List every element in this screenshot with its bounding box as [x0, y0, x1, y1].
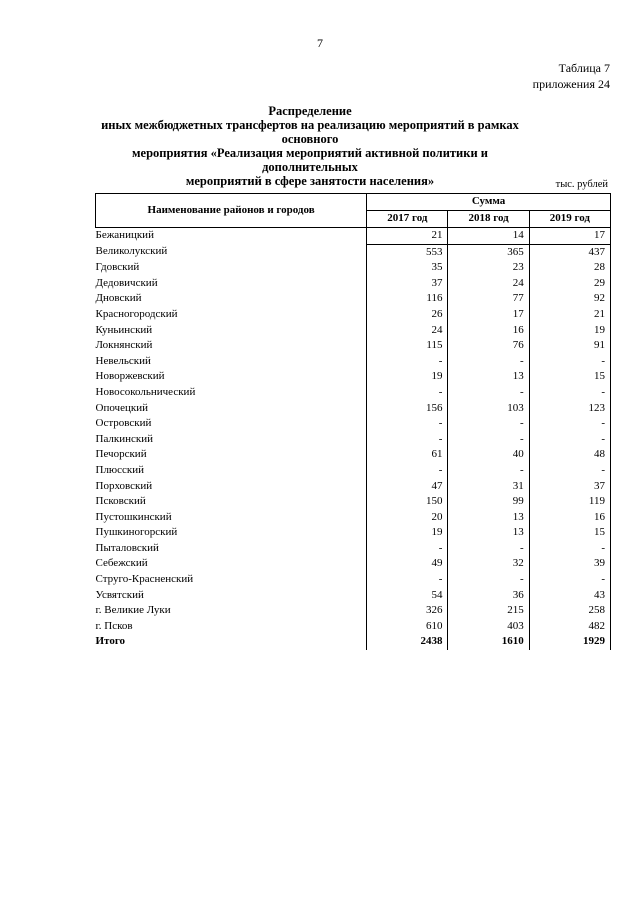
row-value-2019: 21 [529, 307, 610, 323]
row-value-2019: 43 [529, 588, 610, 604]
row-value-2019: 28 [529, 260, 610, 276]
row-name: г. Великие Луки [95, 604, 171, 617]
header-year-2017: 2017 год [367, 211, 448, 228]
row-value-2017: 21 [367, 228, 448, 245]
table-row [96, 354, 611, 370]
row-value-2017: 115 [367, 338, 448, 354]
row-value-2019: 16 [529, 510, 610, 526]
row-value-2019: 92 [529, 291, 610, 307]
units-label: тыс. рублей [555, 179, 608, 190]
table-row [96, 619, 611, 635]
row-value-2019: 258 [529, 603, 610, 619]
total-2019: 1929 [529, 634, 610, 650]
table-row [96, 369, 611, 385]
row-name: Печорский [95, 448, 147, 461]
total-2017: 2438 [367, 634, 448, 650]
row-value-2019: 15 [529, 369, 610, 385]
row-name: Новоржевский [95, 370, 165, 383]
row-value-2017: - [367, 541, 448, 557]
title-line-3: мероприятия «Реализация мероприятий активной политики и дополнительных [132, 146, 488, 174]
row-value-2019: - [529, 432, 610, 448]
row-name: Невельский [95, 354, 151, 367]
row-value-2017: 116 [367, 291, 448, 307]
table-reference [533, 60, 610, 92]
row-value-2019: 119 [529, 494, 610, 510]
table-row [96, 244, 611, 260]
table-row-total [96, 634, 611, 650]
row-value-2018: 13 [448, 525, 529, 541]
row-name: Усвятский [95, 588, 144, 601]
table-body [96, 228, 611, 651]
row-value-2017: 49 [367, 556, 448, 572]
row-value-2017: - [367, 463, 448, 479]
row-name: Бежаницкий [95, 229, 154, 242]
table-row [96, 603, 611, 619]
reference-table-number: Таблица 7 [558, 61, 610, 75]
row-value-2018: - [448, 385, 529, 401]
row-value-2019: 39 [529, 556, 610, 572]
header-year-2018: 2018 год [448, 211, 529, 228]
row-value-2018: 24 [448, 276, 529, 292]
row-value-2018: 36 [448, 588, 529, 604]
header-sum: Сумма [367, 194, 611, 211]
table-row [96, 228, 611, 245]
row-value-2017: 37 [367, 276, 448, 292]
row-value-2017: 20 [367, 510, 448, 526]
row-name: Плюсский [95, 463, 145, 476]
row-name: Дедовичский [95, 276, 158, 289]
table-row [96, 572, 611, 588]
row-name: Красногородский [95, 307, 178, 320]
row-value-2018: - [448, 541, 529, 557]
row-value-2017: 553 [367, 244, 448, 260]
row-value-2019: 37 [529, 479, 610, 495]
table-row [96, 307, 611, 323]
row-name: Струго-Красненский [95, 573, 194, 586]
table-row [96, 385, 611, 401]
row-value-2019: 19 [529, 323, 610, 339]
row-value-2019: 91 [529, 338, 610, 354]
row-value-2019: - [529, 385, 610, 401]
title-line-4: мероприятий в сфере занятости населения» [185, 174, 435, 188]
table-row [96, 401, 611, 417]
row-value-2019: 123 [529, 401, 610, 417]
row-value-2018: 13 [448, 510, 529, 526]
row-name: Пушкиногорский [95, 526, 178, 539]
table-row [96, 291, 611, 307]
row-value-2017: 61 [367, 447, 448, 463]
row-name: Порховский [95, 479, 153, 492]
row-value-2018: 23 [448, 260, 529, 276]
row-value-2018: - [448, 432, 529, 448]
row-value-2018: 13 [448, 369, 529, 385]
row-name: Псковский [95, 495, 146, 508]
row-value-2017: 150 [367, 494, 448, 510]
table-row [96, 479, 611, 495]
row-value-2018: 31 [448, 479, 529, 495]
table-row [96, 323, 611, 339]
row-value-2018: - [448, 572, 529, 588]
row-value-2019: - [529, 354, 610, 370]
title-line-2: иных межбюджетных трансфертов на реализацию мероприятий в рамках основного [101, 118, 519, 146]
row-value-2017: 35 [367, 260, 448, 276]
total-2018: 1610 [448, 634, 529, 650]
row-value-2019: 48 [529, 447, 610, 463]
row-value-2019: - [529, 541, 610, 557]
row-value-2018: 14 [448, 228, 529, 245]
page-number: 7 [317, 36, 323, 50]
row-value-2017: - [367, 572, 448, 588]
row-name: Дновский [95, 292, 142, 305]
row-value-2019: 17 [529, 228, 610, 245]
row-name: Локнянский [95, 339, 153, 352]
row-value-2018: - [448, 416, 529, 432]
row-value-2018: 40 [448, 447, 529, 463]
row-name: Пустошкинский [95, 510, 172, 523]
row-name: Палкинский [95, 432, 154, 445]
row-name: Себежский [95, 557, 148, 570]
row-name: Пыталовский [95, 541, 159, 554]
row-value-2018: 403 [448, 619, 529, 635]
header-name: Наименование районов и городов [96, 194, 367, 228]
table-row [96, 510, 611, 526]
table-row [96, 556, 611, 572]
row-value-2017: - [367, 354, 448, 370]
table-row [96, 276, 611, 292]
row-value-2017: 19 [367, 369, 448, 385]
row-value-2017: 156 [367, 401, 448, 417]
table-row [96, 588, 611, 604]
table-row [96, 447, 611, 463]
row-value-2018: 17 [448, 307, 529, 323]
row-value-2017: 47 [367, 479, 448, 495]
reference-appendix: приложения 24 [532, 77, 610, 91]
row-value-2018: - [448, 354, 529, 370]
row-value-2017: 24 [367, 323, 448, 339]
row-value-2018: 103 [448, 401, 529, 417]
row-name: Куньинский [95, 323, 153, 336]
row-value-2019: 29 [529, 276, 610, 292]
table-row [96, 525, 611, 541]
row-value-2019: 15 [529, 525, 610, 541]
table-row [96, 541, 611, 557]
row-name: Великолукский [95, 245, 168, 258]
row-name: Опочецкий [95, 401, 148, 414]
row-name: Островский [95, 417, 152, 430]
row-value-2019: - [529, 463, 610, 479]
row-value-2018: 365 [448, 244, 529, 260]
title-line-1: Распределение [268, 104, 352, 118]
row-value-2017: 610 [367, 619, 448, 635]
table-row [96, 463, 611, 479]
row-value-2018: 16 [448, 323, 529, 339]
row-value-2018: 215 [448, 603, 529, 619]
distribution-table [95, 193, 611, 650]
row-name: г. Псков [95, 619, 133, 632]
row-value-2017: - [367, 432, 448, 448]
row-name: Гдовский [95, 261, 140, 274]
header-year-2019: 2019 год [529, 211, 610, 228]
row-value-2017: 326 [367, 603, 448, 619]
row-value-2017: - [367, 416, 448, 432]
document-title [90, 104, 530, 188]
table-row [96, 416, 611, 432]
table-row [96, 494, 611, 510]
table-row [96, 432, 611, 448]
table-row [96, 260, 611, 276]
row-value-2019: - [529, 416, 610, 432]
table-row [96, 338, 611, 354]
row-name: Новосокольнический [95, 385, 196, 398]
row-value-2018: - [448, 463, 529, 479]
row-value-2017: - [367, 385, 448, 401]
row-value-2019: 437 [529, 244, 610, 260]
row-value-2019: 482 [529, 619, 610, 635]
row-value-2018: 32 [448, 556, 529, 572]
row-value-2018: 99 [448, 494, 529, 510]
row-value-2018: 76 [448, 338, 529, 354]
row-value-2017: 19 [367, 525, 448, 541]
row-value-2017: 26 [367, 307, 448, 323]
row-value-2017: 54 [367, 588, 448, 604]
row-value-2019: - [529, 572, 610, 588]
row-value-2018: 77 [448, 291, 529, 307]
total-label: Итого [95, 635, 126, 648]
